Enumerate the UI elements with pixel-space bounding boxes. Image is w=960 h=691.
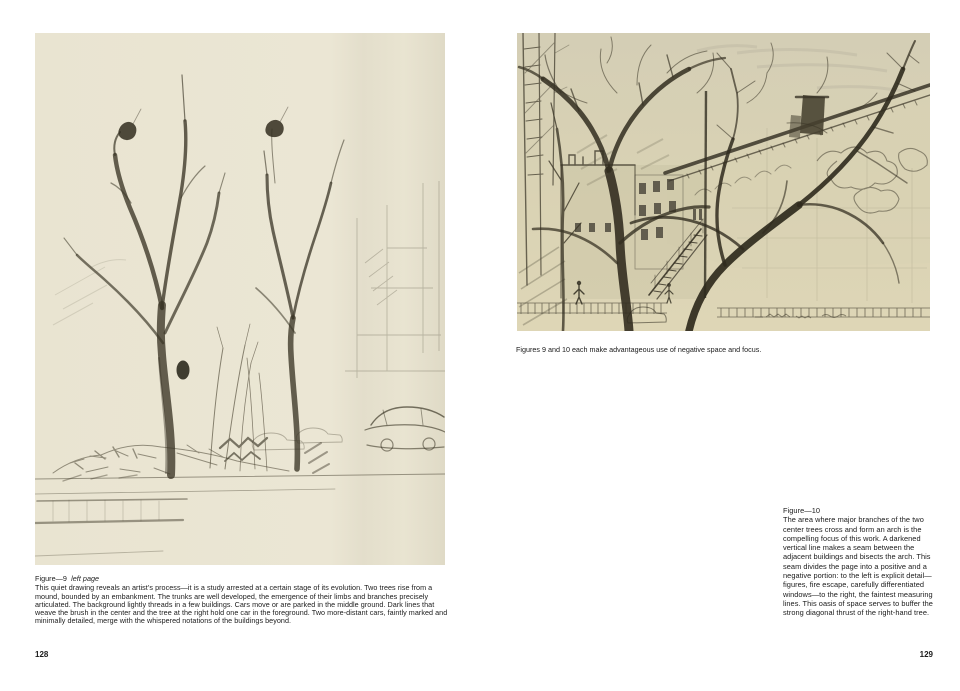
figure-9-caption: [35, 575, 448, 626]
page-number-right: 129: [919, 650, 933, 659]
figure-9-caption-text: This quiet drawing reveals an artist’s process—it is a study arrested at a certain stage of its evolution. Two trees rise from a mound, bounded by an embankment. The trunks are well developed, the emergence of their limbs and branches precisely articulated. The background lightly threads in a few buildings. Cars move or are parked in the middle ground. Dark lines that weave the brush in the center and the tree at the right hold one car in the foreground. Two more-distant cars, faintly marked and minimally detailed, merge with the whispered notations of the buildings beyond.: [35, 583, 448, 626]
figure-10-label: Figure—10: [783, 506, 821, 515]
figure-10-caption: [783, 506, 940, 618]
figures-9-10-note: Figures 9 and 10 each make advantageous use of negative space and focus.: [516, 345, 762, 354]
figure-9-label: Figure—9: [35, 574, 67, 583]
figure-10-artwork: [517, 33, 930, 331]
figure-9-artwork: [35, 33, 445, 565]
figure-9-drawing: [35, 33, 445, 565]
figure-9-label-line: [35, 575, 448, 583]
figure-9-label-note: left page: [71, 574, 100, 583]
figure-10-drawing: [517, 33, 930, 331]
page-number-left: 128: [35, 650, 49, 659]
drawing-paper: [35, 33, 445, 565]
figure-10-caption-text: The area where major branches of the two center trees cross and form an arch is the compelling focus of this work. A darkened vertical line makes a seam between the adjacent buildings and bisects the arch. This seam divides the page into a positive and a negative portion: to the left is explicit detail—figures, fire escape, carefully differentiated windows—to the right, the faintest measuring lines. This oasis of space serves to buffer the strong diagonal thrust of the right-hand tree.: [783, 515, 933, 618]
seam-line: [705, 91, 706, 298]
